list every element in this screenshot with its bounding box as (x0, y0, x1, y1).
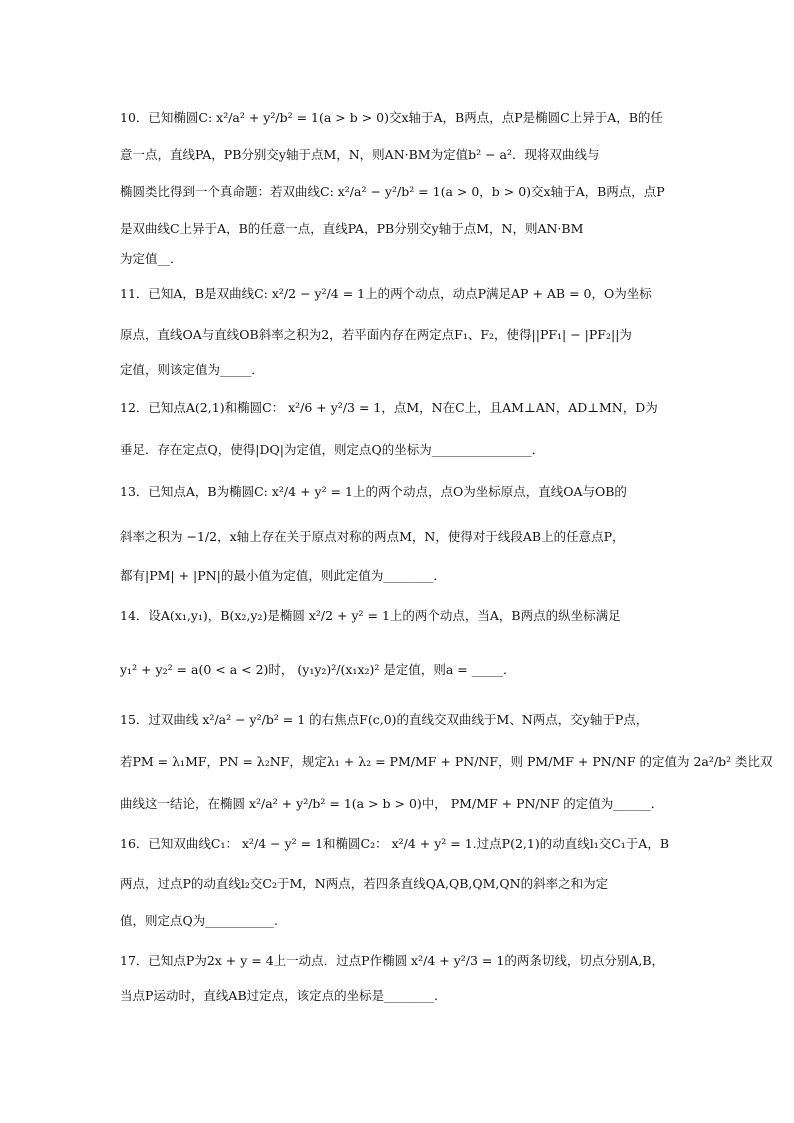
problem-text-line: 曲线这一结论，在椭圆 x²/a² + y²/b² = 1(a > b > 0)中， PM/MF + PN/NF 的定值为______． (120, 796, 664, 811)
problem-text-line: 10．已知椭圆C: x²/a² + y²/b² = 1(a > b > 0)交x轴于A，B两点，点P是椭圆C上异于A，B的任 (120, 110, 663, 125)
problem-text-line: 是双曲线C上异于A，B的任意一点，直线PA，PB分别交y轴于点M，N，则AN·BM (120, 221, 584, 236)
problem-text-line: 14．设A(x₁,y₁)，B(x₂,y₂)是椭圆 x²/2 + y² = 1上的两个动点，当A，B两点的纵坐标满足 (120, 608, 621, 623)
problem-text-line: 意一点，直线PA，PB分别交y轴于点M，N，则AN·BM为定值b² − a²．现将双曲线与 (120, 147, 600, 162)
problem-text-line: 17．已知点P为2x + y = 4上一动点．过点P作椭圆 x²/4 + y²/3 = 1的两条切线，切点分别A,B， (120, 953, 665, 968)
problem-text-line: 斜率之积为 −1/2，x轴上存在关于原点对称的两点M，N，使得对于线段AB上的任意点P， (120, 529, 625, 544)
problem-text-line: 都有|PM| + |PN|的最小值为定值，则此定值为________． (120, 568, 446, 583)
problem-text-line: 垂足．存在定点Q，使得|DQ|为定值，则定点Q的坐标为________________． (120, 442, 545, 457)
problem-text-line: 15．过双曲线 x²/a² − y²/b² = 1 的右焦点F(c,0)的直线交双曲线于M、N两点，交y轴于P点， (120, 712, 649, 727)
problem-text-line: 12．已知点A(2,1)和椭圆C： x²/6 + y²/3 = 1，点M，N在C上，且AM⊥AN，AD⊥MN，D为 (120, 400, 658, 415)
problem-text-line: 若PM = λ₁MF，PN = λ₂NF，规定λ₁ + λ₂ = PM/MF + PN/NF，则 PM/MF + PN/NF 的定值为 2a²/b² 类比双 (120, 754, 773, 769)
problem-text-line: 当点P运动时，直线AB过定点，该定点的坐标是________． (120, 988, 447, 1003)
problem-text-line: 11．已知A，B是双曲线C: x²/2 − y²/4 = 1上的两个动点，动点P满足AP + AB = 0，O为坐标 (120, 286, 652, 301)
problem-text-line: y₁² + y₂² = a(0 < a < 2)时， (y₁y₂)²/(x₁x₂)² 是定值，则a = _____． (120, 662, 516, 677)
problem-text-line: 原点，直线OA与直线OB斜率之积为2，若平面内存在两定点F₁、F₂，使得||PF₁| − |PF₂||为 (120, 327, 632, 342)
problem-text-line: 定值，则该定值为_____． (120, 362, 264, 377)
problem-text-line: 为定值__． (120, 251, 183, 266)
problem-text-line: 两点，过点P的动直线l₂交C₂于M，N两点，若四条直线QA,QB,QM,QN的斜率之和为定 (120, 876, 609, 891)
problem-text-line: 值，则定点Q为___________. (120, 913, 278, 928)
problem-text-line: 椭圆类比得到一个真命题：若双曲线C: x²/a² − y²/b² = 1(a > 0，b > 0)交x轴于A，B两点，点P (120, 184, 665, 199)
problem-text-line: 16．已知双曲线C₁： x²/4 − y² = 1和椭圆C₂： x²/4 + y² = 1.过点P(2,1)的动直线l₁交C₁于A，B (120, 836, 669, 851)
problem-text-line: 13．已知点A，B为椭圆C: x²/4 + y² = 1上的两个动点，点O为坐标原点，直线OA与OB的 (120, 484, 627, 499)
